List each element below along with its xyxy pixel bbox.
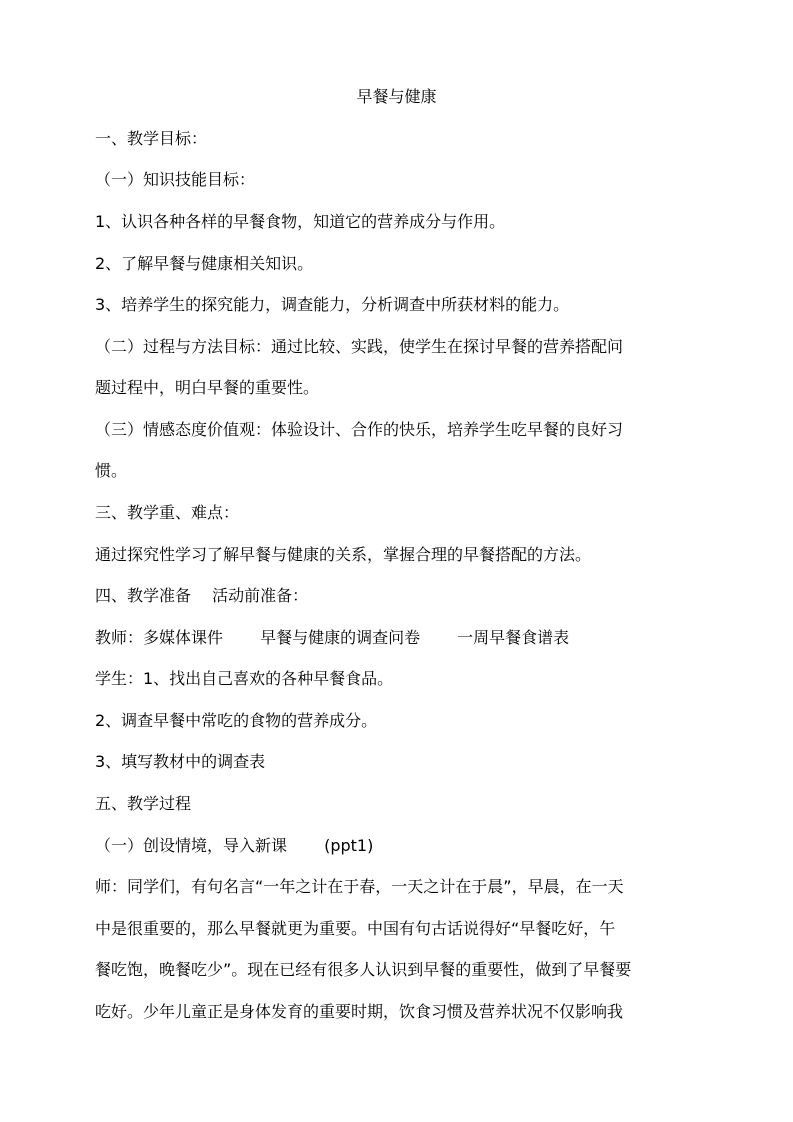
paragraph-line: （二）过程与方法目标：通过比较、实践，使学生在探讨早餐的营养搭配问 (95, 337, 624, 356)
paragraph-line: 通过探究性学习了解早餐与健康的关系，掌握合理的早餐搭配的方法。 (95, 545, 592, 564)
paragraph-line: 3、培养学生的探究能力，调查能力，分析调查中所获材料的能力。 (95, 295, 570, 314)
paragraph-line: 2、调查早餐中常吃的食物的营养成分。 (95, 711, 378, 730)
subheading-knowledge-skills: （一）知识技能目标： (95, 170, 256, 189)
paragraph-line: 中是很重要的，那么早餐就更为重要。中国有句古话说得好“早餐吃好，午 (95, 919, 616, 938)
paragraph-line: 3、填写教材中的调查表 (95, 752, 266, 771)
paragraph-line: （三）情感态度价值观：体验设计、合作的快乐，培养学生吃早餐的良好习 (95, 420, 624, 439)
paragraph-line: 学生：1、找出自己喜欢的各种早餐食品。 (95, 669, 394, 688)
paragraph-line: 吃好。少年儿童正是身体发育的重要时期，饮食习惯及营养状况不仅影响我 (95, 1002, 624, 1021)
paragraph-line: 题过程中，明白早餐的重要性。 (95, 378, 320, 397)
paragraph-line: 1、认识各种各样的早餐食物，知道它的营养成分与作用。 (95, 212, 506, 231)
paragraph-line: 惯。 (95, 461, 128, 480)
paragraph-line: 2、了解早餐与健康相关知识。 (95, 254, 314, 273)
section-heading-process: 五、教学过程 (95, 794, 192, 813)
paragraph-line: 餐吃饱，晚餐吃少”。现在已经有很多人认识到早餐的重要性，做到了早餐要 (95, 960, 632, 979)
section-heading-key-points: 三、教学重、难点： (95, 503, 240, 522)
paragraph-line: 教师：多媒体课件 早餐与健康的调查问卷 一周早餐食谱表 (95, 628, 570, 647)
section-heading-objectives: 一、教学目标： (95, 129, 208, 148)
document-title: 早餐与健康 (356, 87, 437, 106)
paragraph-line: 师：同学们，有句名言“一年之计在于春，一天之计在于晨”，早晨，在一天 (95, 877, 624, 896)
section-heading-preparation: 四、教学准备 活动前准备： (95, 586, 309, 605)
subheading-intro: （一）创设情境，导入新课 (ppt1) (95, 836, 374, 855)
